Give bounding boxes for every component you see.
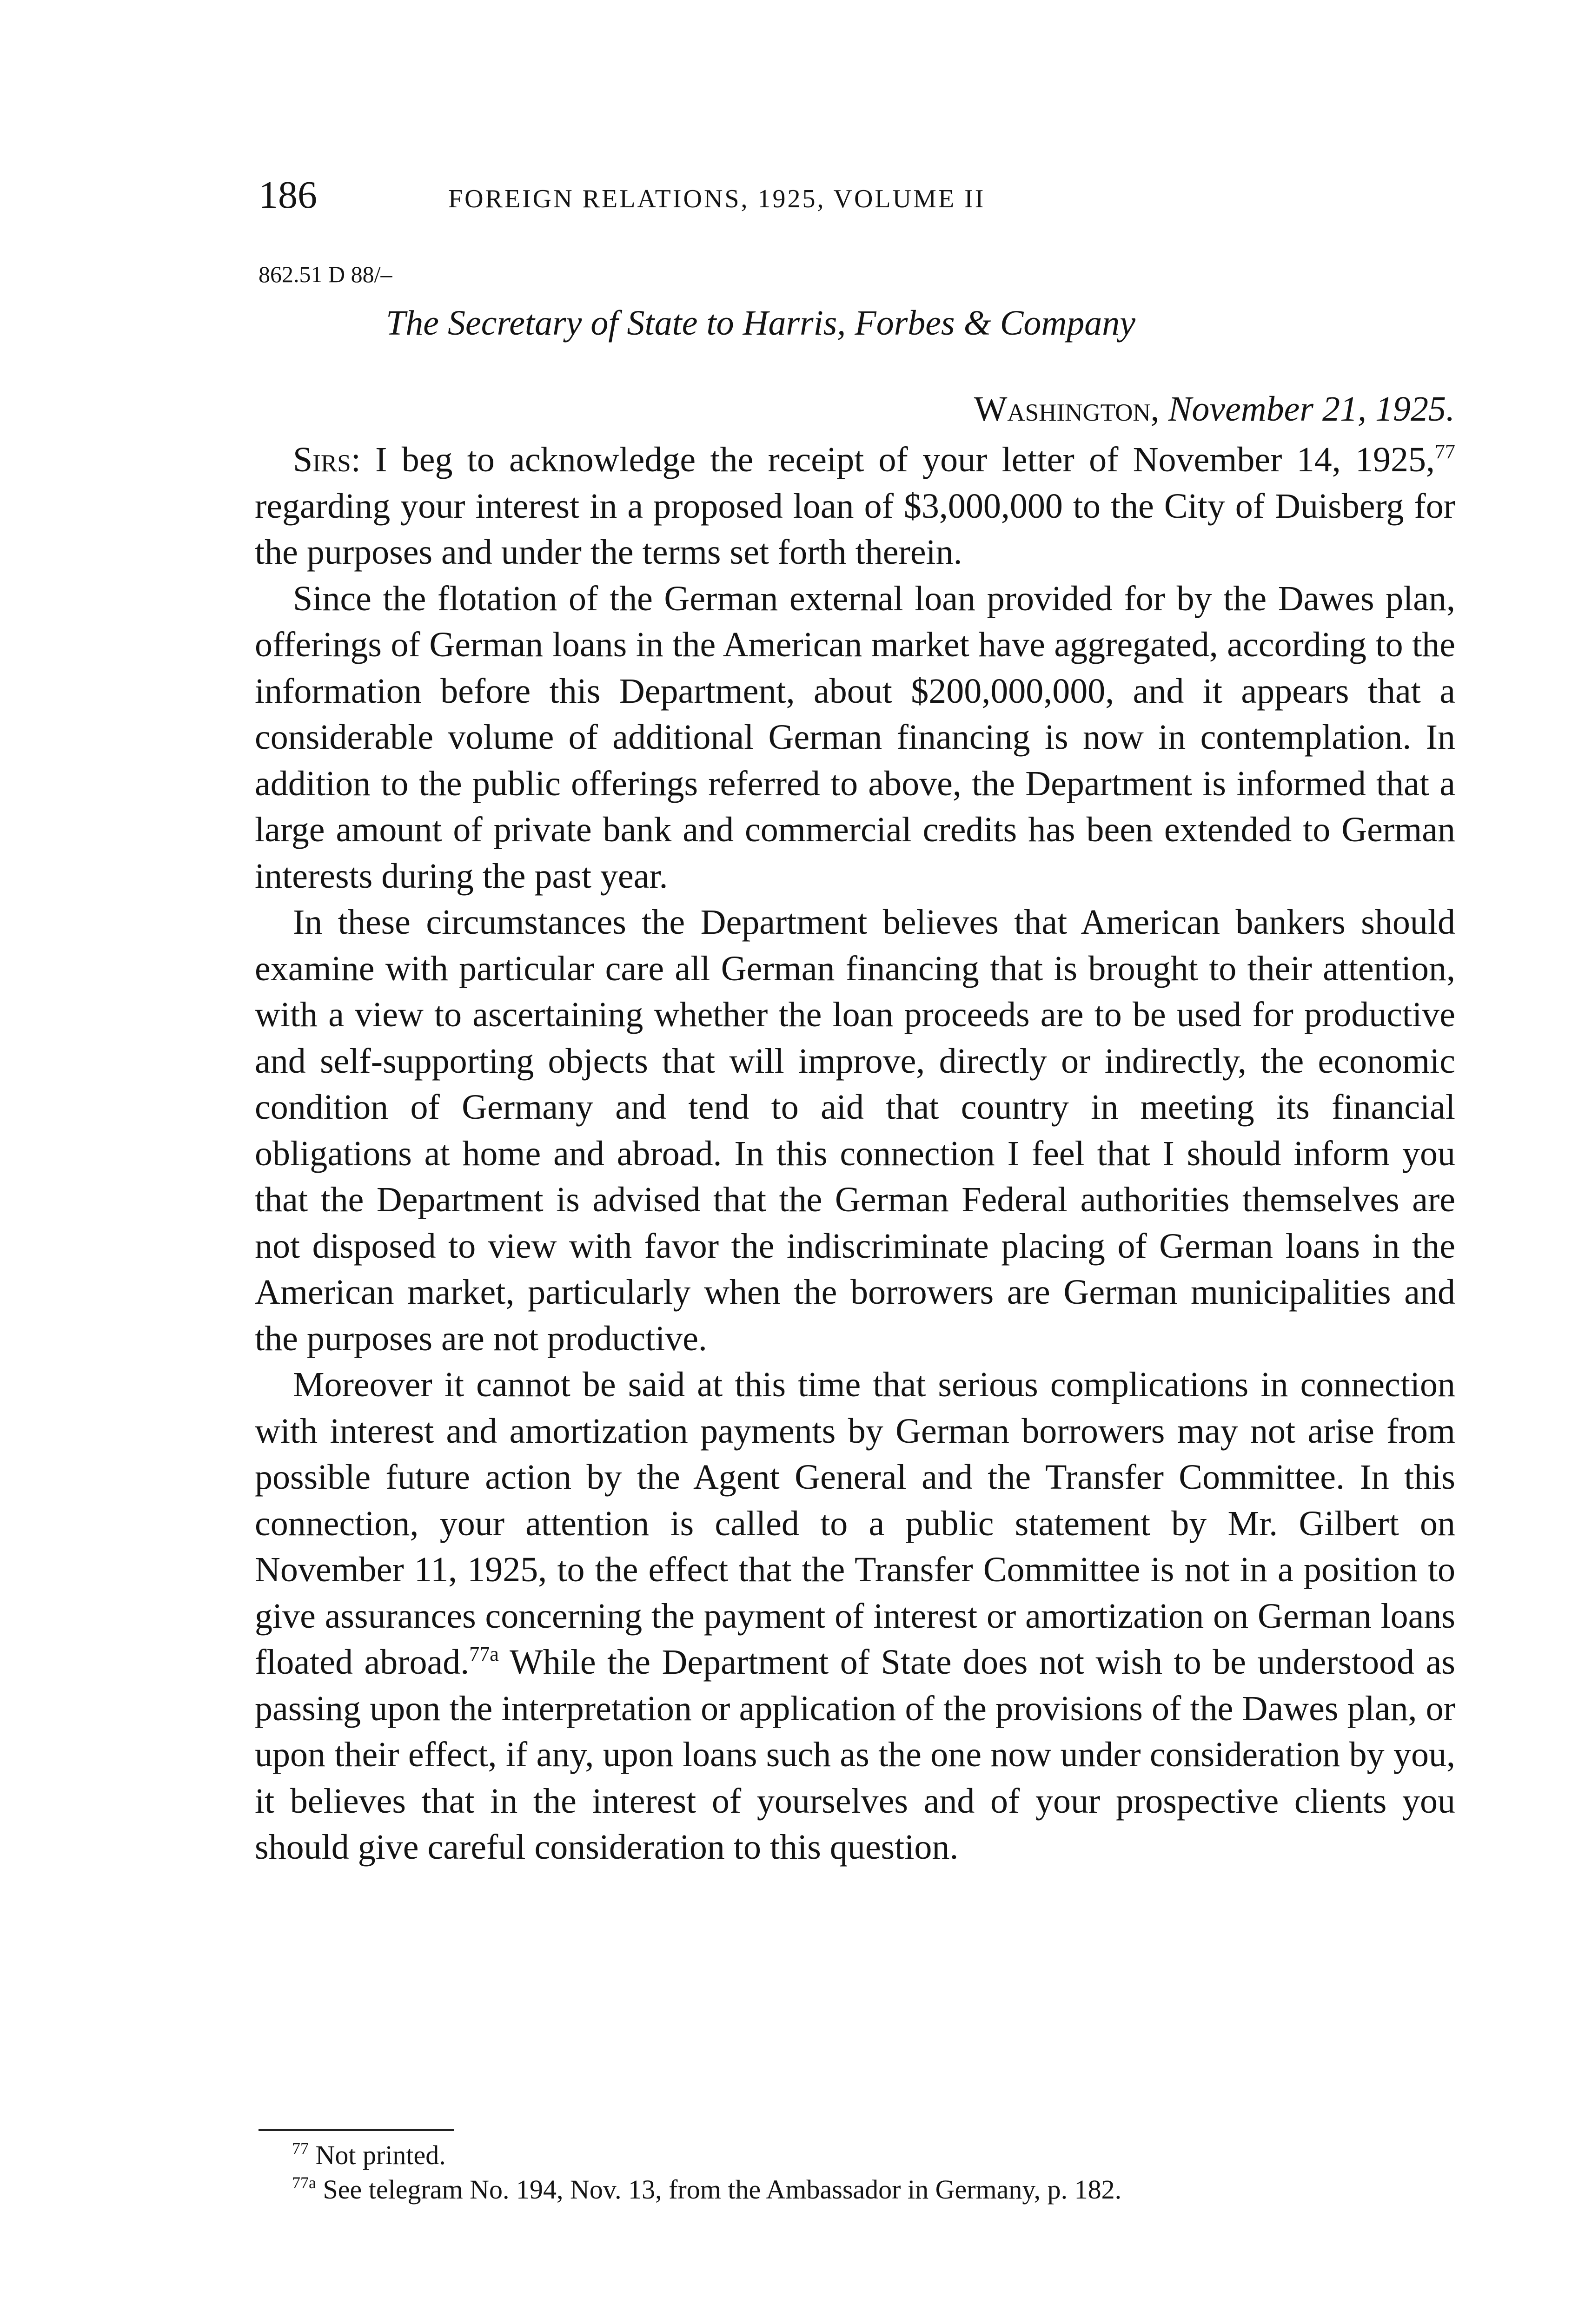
footnote-mark: 77a xyxy=(292,2173,316,2192)
footnote-77a xyxy=(292,2172,1454,2207)
paragraph-1-text-b: regarding your interest in a proposed loan of $3,000,000 to the City of Duisberg for the purposes and under the terms set forth therein. xyxy=(255,486,1455,572)
running-head xyxy=(259,172,1467,228)
footnote-ref-77: 77 xyxy=(1435,440,1455,463)
letter-heading: The Secretary of State to Harris, Forbes & Company xyxy=(386,304,1136,343)
running-title: FOREIGN RELATIONS, 1925, VOLUME II xyxy=(448,185,986,213)
page-number: 186 xyxy=(259,173,317,217)
paragraph-4-text-a: Moreover it cannot be said at this time that serious complications in connection with interest and amortization payments by German borrowers may not arise from possible future action by the Agent General and the Transfer Committee. In this connection, your attention is called to a public statement by Mr. Gilbert on November 11, 1925, to the effect that the Transfer Committee is not in a position to give assurances concerning the payment of interest or amortization on German loans floated abroad. xyxy=(255,1365,1455,1682)
footnote-77 xyxy=(292,2138,1454,2172)
footnote-mark: 77 xyxy=(292,2139,309,2158)
paragraph-3: In these circumstances the Department believes that American bankers should examine with particular care all German financing that is brought to their attention, with a view to ascertaining whether the loan proceeds are to be used for productive and self-supporting objects that will improve, directly or indirectly, the economic condition of Germany and tend to aid that country in meeting its financial obligations at home and abroad. In this connection I feel that I should inform you that the Department is advised that the German Federal authorities themselves are not disposed to view with favor the indiscriminate placing of German loans in the American market, particularly when the borrowers are German municipalities and the purposes are not productive. xyxy=(255,903,1455,1358)
footnote-text: See telegram No. 194, Nov. 13, from the Ambassador in Germany, p. 182. xyxy=(323,2174,1122,2205)
paragraph-2: Since the flotation of the German external loan provided for by the Dawes plan, offerings of German loans in the American market have aggregated, according to the information before this Department, about $200,000,000, and it appears that a considerable volume of additional German financing is now in contemplation. In addition to the public offerings referred to above, the Department is informed that a large amount of private bank and commercial credits has been extended to German interests during the past year. xyxy=(255,579,1455,896)
paragraph-1 xyxy=(255,437,1455,576)
dateline-date: November 21, 1925. xyxy=(1168,390,1455,429)
file-number: 862.51 D 88/– xyxy=(259,261,392,287)
footnote-divider xyxy=(259,2129,454,2131)
footnote-ref-77a: 77a xyxy=(469,1643,499,1665)
dateline-place: Washington, xyxy=(974,390,1160,429)
footnotes xyxy=(292,2138,1454,2207)
paragraph-4 xyxy=(255,1362,1455,1871)
paragraph-4-text-b: While the Department of State does not wish to be understood as passing upon the interpretation or application of the provisions of the Dawes plan, or upon their effect, if any, upon loans such as the one now under consideration by you, it believes that in the interest of yourselves and of your prospective clients you should give careful consideration to this question. xyxy=(255,1643,1455,1867)
salutation: Sirs xyxy=(293,440,351,479)
footnote-text: Not printed. xyxy=(315,2140,446,2170)
paragraph-1-text-a: : I beg to acknowledge the receipt of your letter of November 14, 1925, xyxy=(351,440,1435,479)
letter-body xyxy=(255,437,1455,1871)
dateline xyxy=(974,386,1455,432)
